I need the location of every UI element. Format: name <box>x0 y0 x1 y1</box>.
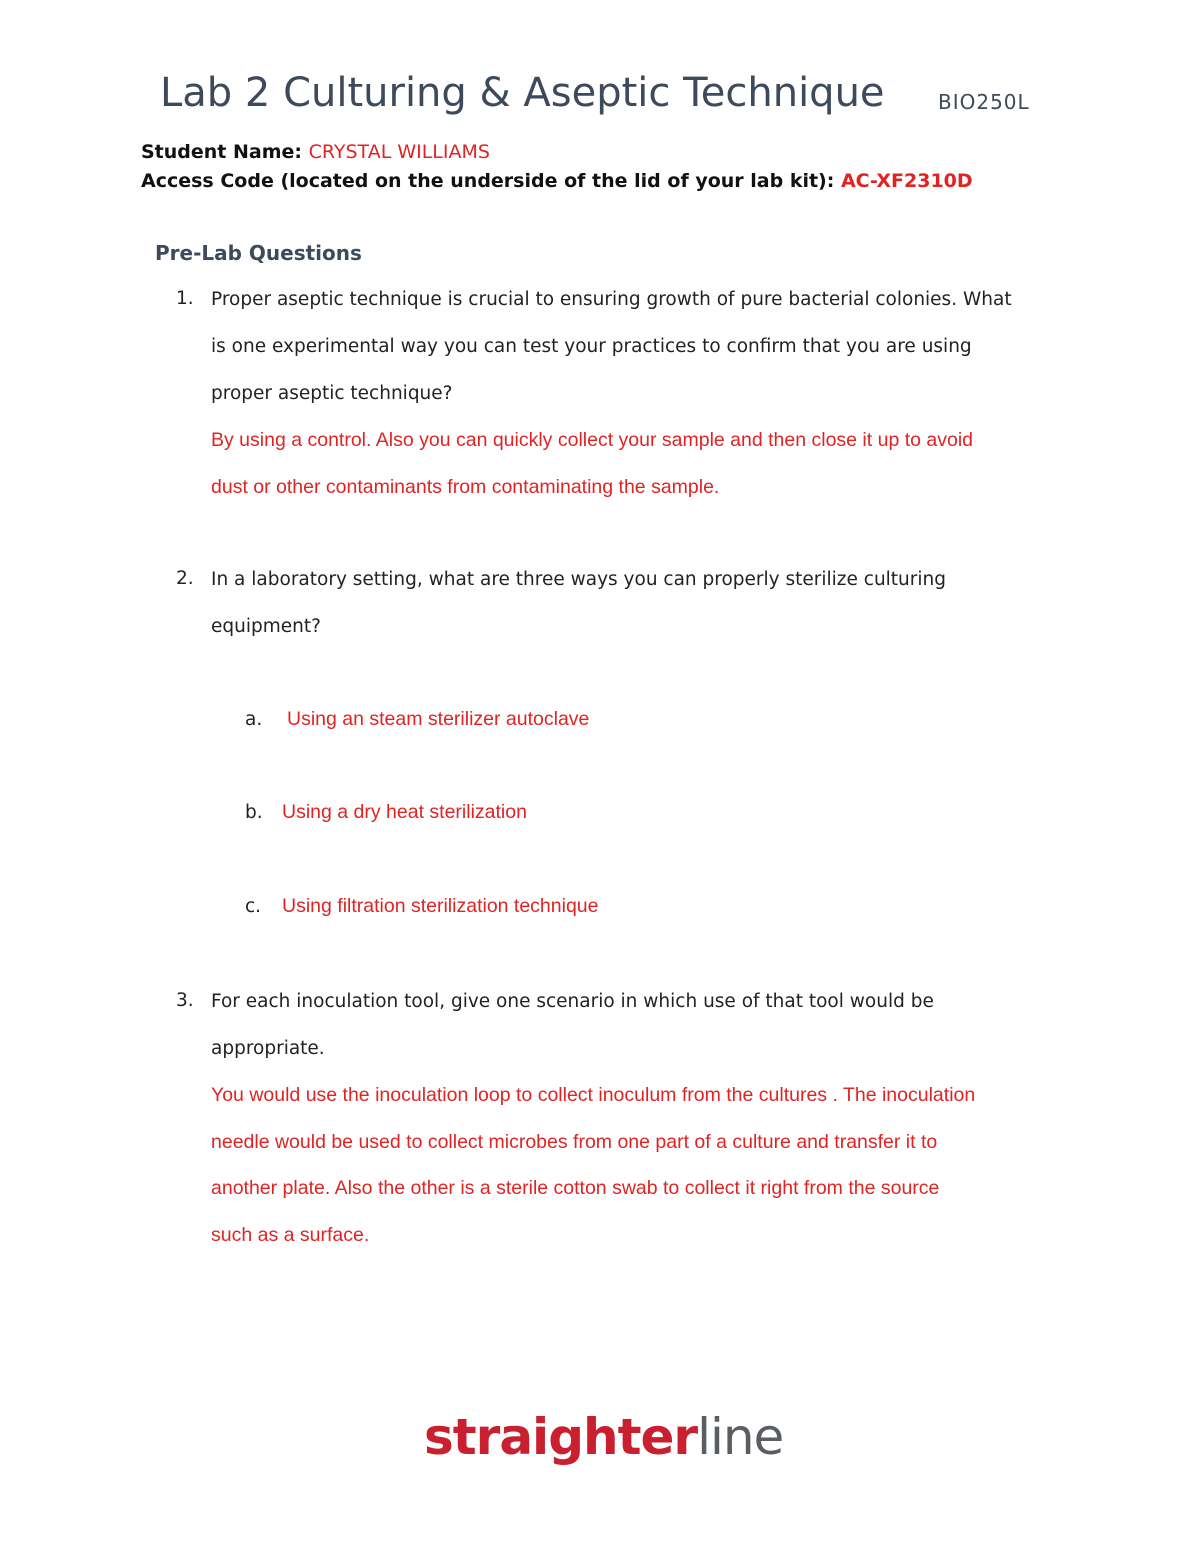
question-1-line: Proper aseptic technique is crucial to ensuring growth of pure bacterial colonies. What <box>211 289 1012 310</box>
question-3-line: For each inoculation tool, give one scenario in which use of that tool would be <box>211 991 934 1012</box>
page-title: Lab 2 Culturing & Aseptic Technique <box>160 70 885 116</box>
logo-strong-text: straighter <box>424 1408 698 1466</box>
answer-3-line: needle would be used to collect microbes from one part of a culture and transfer it to <box>211 1130 938 1153</box>
answer-1-line: By using a control. Also you can quickly collect your sample and then close it up to avoid <box>211 429 974 451</box>
question-1-number: 1. <box>176 288 194 309</box>
sub-answer-c-letter: c. <box>245 896 262 917</box>
logo-light-text: line <box>697 1408 784 1466</box>
sub-answer-c-text: Using filtration sterilization technique <box>282 895 599 917</box>
straighterline-logo <box>424 1408 783 1466</box>
answer-3-line: another plate. Also the other is a sterile cotton swab to collect it right from the source <box>211 1177 940 1199</box>
course-code: BIO250L <box>938 90 1030 114</box>
student-name-value: CRYSTAL WILLIAMS <box>308 141 490 163</box>
question-1-answer <box>211 417 973 510</box>
sub-answer-b-text: Using a dry heat sterilization <box>282 801 527 823</box>
answer-3-line: You would use the inoculation loop to collect inoculum from the cultures . The inoculation <box>211 1084 976 1106</box>
sub-answer-b-letter: b. <box>245 802 263 823</box>
answer-3-line: such as a surface. <box>211 1223 370 1246</box>
access-code-value: AC-XF2310D <box>840 170 973 192</box>
question-2-text <box>211 556 946 650</box>
student-name-line <box>141 141 490 163</box>
question-3-answer <box>211 1072 975 1258</box>
access-code-label: Access Code (located on the underside of the lid of your lab kit) <box>141 170 827 192</box>
sub-answer-a-letter: a. <box>245 709 263 730</box>
question-3-text <box>211 978 934 1072</box>
question-3-line: appropriate. <box>211 1038 325 1059</box>
access-code-colon: : <box>826 170 841 192</box>
question-2-line: equipment? <box>211 616 321 637</box>
question-3-number: 3. <box>176 990 194 1011</box>
question-1-text <box>211 276 1012 417</box>
student-name-label: Student Name <box>141 141 295 163</box>
sub-answer-a-text: Using an steam sterilizer autoclave <box>287 708 590 730</box>
access-code-line <box>141 170 973 192</box>
section-heading: Pre-Lab Questions <box>155 241 362 265</box>
student-name-colon: : <box>294 141 309 163</box>
question-2-number: 2. <box>176 568 194 589</box>
answer-1-line: dust or other contaminants from contaminating the sample. <box>211 475 720 498</box>
question-1-line: proper aseptic technique? <box>211 383 453 404</box>
question-1-line: is one experimental way you can test your practices to confirm that you are using <box>211 336 972 357</box>
question-2-line: In a laboratory setting, what are three ways you can properly sterilize culturing <box>211 569 946 590</box>
